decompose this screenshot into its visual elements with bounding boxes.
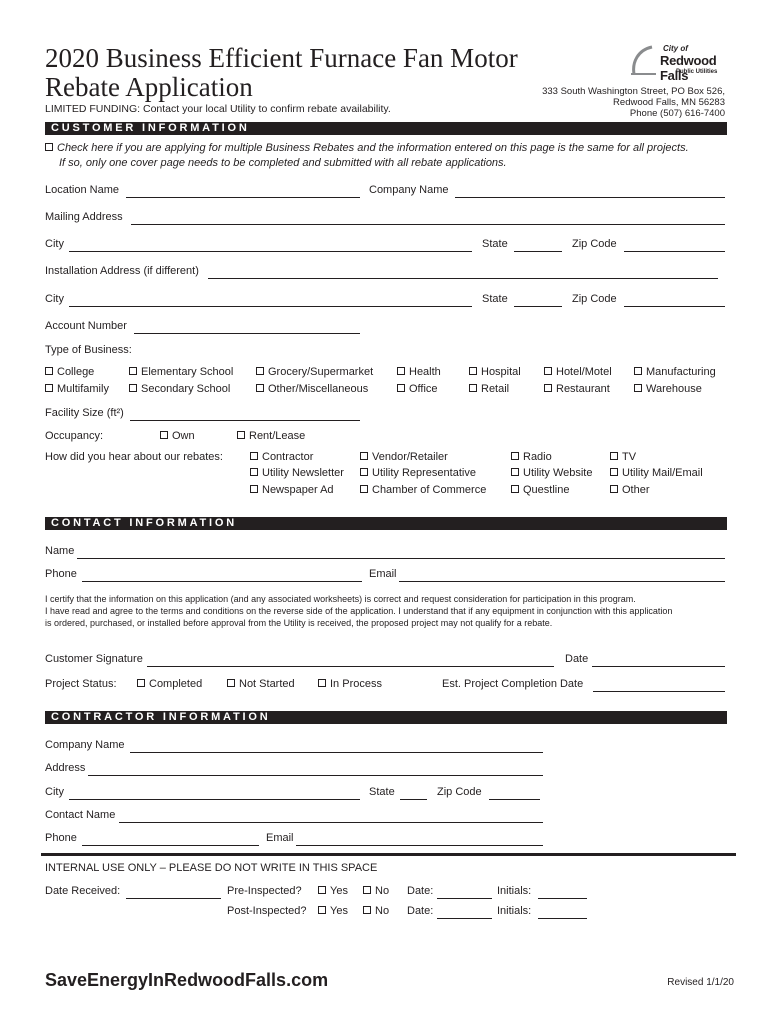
business-restaurant-option[interactable]: Restaurant (544, 384, 610, 395)
business-multifamily-option[interactable]: Multifamily (45, 384, 109, 395)
checkbox[interactable] (363, 906, 371, 914)
pre-inspected-no-option[interactable]: No (363, 886, 389, 897)
contractor-company-field[interactable] (130, 740, 543, 753)
business-warehouse-option[interactable]: Warehouse (634, 384, 702, 395)
post-initials-field[interactable] (538, 906, 587, 919)
checkbox[interactable] (360, 452, 368, 460)
contractor-city-field[interactable] (69, 787, 360, 800)
install-state-field[interactable] (514, 294, 562, 307)
checkbox[interactable] (256, 367, 264, 375)
checkbox[interactable] (544, 367, 552, 375)
revision-date: Revised 1/1/20 (667, 977, 734, 988)
contact-phone-label: Phone (45, 568, 77, 580)
utility-logo (628, 44, 728, 83)
internal-divider (41, 853, 736, 856)
page-title-line1: 2020 Business Efficient Furnace Fan Motor (45, 43, 518, 73)
est-completion-field[interactable] (593, 679, 725, 692)
business-grocery-option[interactable]: Grocery/Supermarket (256, 367, 373, 378)
installation-address-field[interactable] (208, 266, 718, 279)
checkbox[interactable] (227, 679, 235, 687)
facility-size-field[interactable] (130, 408, 360, 421)
account-number-label: Account Number (45, 320, 127, 332)
signature-field[interactable] (147, 654, 554, 667)
status-not-started-option[interactable]: Not Started (227, 679, 295, 690)
checkbox[interactable] (469, 384, 477, 392)
heard-tv-option[interactable]: TV (610, 452, 636, 463)
business-hospital-option[interactable]: Hospital (469, 367, 521, 378)
heard-questline-option[interactable]: Questline (511, 485, 569, 496)
logo-city-of: City of (663, 44, 688, 53)
company-name-field[interactable] (455, 185, 725, 198)
contractor-address-label: Address (45, 762, 86, 774)
checkbox[interactable] (237, 431, 245, 439)
checkbox[interactable] (634, 367, 642, 375)
address-line1: 333 South Washington Street, PO Box 526, (542, 86, 725, 97)
checkbox[interactable] (318, 886, 326, 894)
checkbox[interactable] (129, 384, 137, 392)
contractor-contact-label: Contact Name (45, 809, 116, 821)
facility-size-label: Facility Size (ft²) (45, 407, 124, 419)
multiple-rebates-text: Check here if you are applying for multiple Business Rebates and the information entered on this page is the same for all projects. (57, 142, 689, 154)
checkbox[interactable] (129, 367, 137, 375)
contractor-state-label: State (369, 786, 395, 798)
contractor-phone-label: Phone (45, 832, 77, 844)
logo-subtitle: Public Utilities (676, 69, 718, 75)
checkbox[interactable] (250, 452, 258, 460)
contractor-section-header: CONTRACTOR INFORMATION (45, 711, 727, 724)
checkbox[interactable] (250, 485, 258, 493)
city-field[interactable] (69, 239, 472, 252)
contractor-zip-field[interactable] (489, 787, 540, 800)
est-completion-label: Est. Project Completion Date (442, 678, 584, 690)
checkbox[interactable] (360, 485, 368, 493)
contractor-phone-field[interactable] (82, 833, 259, 846)
page-title-line2: Rebate Application (45, 72, 253, 102)
multiple-rebates-checkbox[interactable] (45, 143, 53, 151)
utility-address (542, 86, 725, 119)
install-zip-label: Zip Code (572, 293, 617, 305)
post-inspected-yes-option[interactable]: Yes (318, 906, 348, 917)
checkbox[interactable] (318, 906, 326, 914)
checkbox[interactable] (397, 367, 405, 375)
contact-name-field[interactable] (77, 546, 725, 559)
address-line3: Phone (507) 616-7400 (629, 108, 725, 119)
contractor-zip-label: Zip Code (437, 786, 482, 798)
heard-radio-option[interactable]: Radio (511, 452, 552, 463)
checkbox[interactable] (160, 431, 168, 439)
checkbox[interactable] (511, 468, 519, 476)
checkbox[interactable] (318, 679, 326, 687)
checkbox[interactable] (634, 384, 642, 392)
heard-representative-option[interactable]: Utility Representative (360, 468, 476, 479)
checkbox[interactable] (250, 468, 258, 476)
address-line2: Redwood Falls, MN 56283 (613, 97, 725, 108)
post-date-label: Date: (407, 905, 434, 917)
contractor-email-label: Email (266, 832, 294, 844)
install-state-label: State (482, 293, 508, 305)
checkbox[interactable] (469, 367, 477, 375)
pre-inspected-label: Pre-Inspected? (227, 885, 302, 897)
contact-phone-field[interactable] (82, 569, 362, 582)
type-of-business-label: Type of Business: (45, 344, 132, 356)
project-status-label: Project Status: (45, 678, 117, 690)
business-secondary-option[interactable]: Secondary School (129, 384, 230, 395)
pre-date-field[interactable] (437, 886, 492, 899)
business-other-option[interactable]: Other/Miscellaneous (256, 384, 368, 395)
occupancy-rent-option[interactable]: Rent/Lease (237, 431, 305, 442)
certify-line2: I have read and agree to the terms and conditions on the reverse side of the application. I understand that if any equipment in conjunction with this application (45, 606, 673, 616)
internal-use-title: INTERNAL USE ONLY – PLEASE DO NOT WRITE IN THIS SPACE (45, 862, 378, 874)
mailing-address-label: Mailing Address (45, 211, 123, 223)
company-name-label: Company Name (369, 184, 449, 196)
checkbox[interactable] (360, 468, 368, 476)
heard-other-option[interactable]: Other (610, 485, 650, 496)
certification-paragraph (45, 593, 727, 629)
status-in-process-option[interactable]: In Process (318, 679, 382, 690)
date-received-label: Date Received: (45, 885, 121, 897)
checkbox[interactable] (137, 679, 145, 687)
certify-line1: I certify that the information on this application (and any associated worksheets) is correct and request consideration for participation in this program. (45, 594, 636, 604)
business-elementary-option[interactable]: Elementary School (129, 367, 233, 378)
contractor-company-label: Company Name (45, 739, 125, 751)
logo-name: Redwood Falls (660, 53, 717, 83)
checkbox[interactable] (397, 384, 405, 392)
installation-address-label: Installation Address (if different) (45, 265, 199, 277)
checkbox[interactable] (511, 452, 519, 460)
install-zip-field[interactable] (624, 294, 725, 307)
checkbox[interactable] (610, 468, 618, 476)
zip-field[interactable] (624, 239, 725, 252)
checkbox[interactable] (363, 886, 371, 894)
signature-label: Customer Signature (45, 653, 143, 665)
heard-contractor-option[interactable]: Contractor (250, 452, 313, 463)
checkbox[interactable] (610, 452, 618, 460)
checkbox[interactable] (45, 367, 53, 375)
heard-vendor-option[interactable]: Vendor/Retailer (360, 452, 448, 463)
website-link[interactable]: SaveEnergyInRedwoodFalls.com (45, 970, 329, 990)
business-retail-option[interactable]: Retail (469, 384, 509, 395)
account-number-field[interactable] (134, 321, 360, 334)
mailing-address-field[interactable] (131, 212, 725, 225)
heard-label: How did you hear about our rebates: (45, 451, 223, 463)
checkbox[interactable] (45, 384, 53, 392)
heard-chamber-option[interactable]: Chamber of Commerce (360, 485, 486, 496)
zip-label: Zip Code (572, 238, 617, 250)
heard-mail-option[interactable]: Utility Mail/Email (610, 468, 703, 479)
multiple-rebates-text2: If so, only one cover page needs to be completed and submitted with all rebate applications. (59, 157, 507, 169)
install-city-field[interactable] (69, 294, 472, 307)
contact-section-header: CONTACT INFORMATION (45, 517, 727, 530)
business-manufacturing-option[interactable]: Manufacturing (634, 367, 716, 378)
certify-line3: is ordered, purchased, or installed before approval from the Utility is received, the proposed project may not qualify for a rebate. (45, 618, 553, 628)
checkbox[interactable] (544, 384, 552, 392)
heard-newsletter-option[interactable]: Utility Newsletter (250, 468, 344, 479)
pre-initials-label: Initials: (497, 885, 532, 897)
signature-date-label: Date (565, 653, 589, 665)
date-received-field[interactable] (126, 886, 221, 899)
contractor-contact-field[interactable] (119, 810, 543, 823)
install-city-label: City (45, 293, 64, 305)
occupancy-own-option[interactable]: Own (160, 431, 195, 442)
location-name-field[interactable] (126, 185, 360, 198)
heard-newspaper-option[interactable]: Newspaper Ad (250, 485, 334, 496)
contact-email-label: Email (369, 568, 397, 580)
post-date-field[interactable] (437, 906, 492, 919)
occupancy-label: Occupancy: (45, 430, 104, 442)
pre-inspected-yes-option[interactable]: Yes (318, 886, 348, 897)
contractor-city-label: City (45, 786, 64, 798)
state-label: State (482, 238, 508, 250)
contractor-address-field[interactable] (88, 763, 543, 776)
business-hotel-option[interactable]: Hotel/Motel (544, 367, 612, 378)
post-initials-label: Initials: (497, 905, 532, 917)
signature-date-field[interactable] (592, 654, 725, 667)
state-field[interactable] (514, 239, 562, 252)
location-name-label: Location Name (45, 184, 119, 196)
checkbox[interactable] (610, 485, 618, 493)
checkbox[interactable] (256, 384, 264, 392)
contractor-state-field[interactable] (400, 787, 427, 800)
pre-date-label: Date: (407, 885, 434, 897)
multiple-rebates-option[interactable] (45, 143, 689, 154)
checkbox[interactable] (511, 485, 519, 493)
pre-initials-field[interactable] (538, 886, 587, 899)
contact-email-field[interactable] (399, 569, 725, 582)
post-inspected-no-option[interactable]: No (363, 906, 389, 917)
customer-section-header: CUSTOMER INFORMATION (45, 122, 727, 135)
contractor-email-field[interactable] (296, 833, 543, 846)
contact-name-label: Name (45, 545, 75, 557)
city-label: City (45, 238, 64, 250)
limited-funding-note: LIMITED FUNDING: Contact your local Utility to confirm rebate availability. (45, 103, 391, 115)
business-health-option[interactable]: Health (397, 367, 441, 378)
post-inspected-label: Post-Inspected? (227, 905, 307, 917)
status-completed-option[interactable]: Completed (137, 679, 202, 690)
business-office-option[interactable]: Office (397, 384, 438, 395)
heard-website-option[interactable]: Utility Website (511, 468, 592, 479)
business-college-option[interactable]: College (45, 367, 94, 378)
